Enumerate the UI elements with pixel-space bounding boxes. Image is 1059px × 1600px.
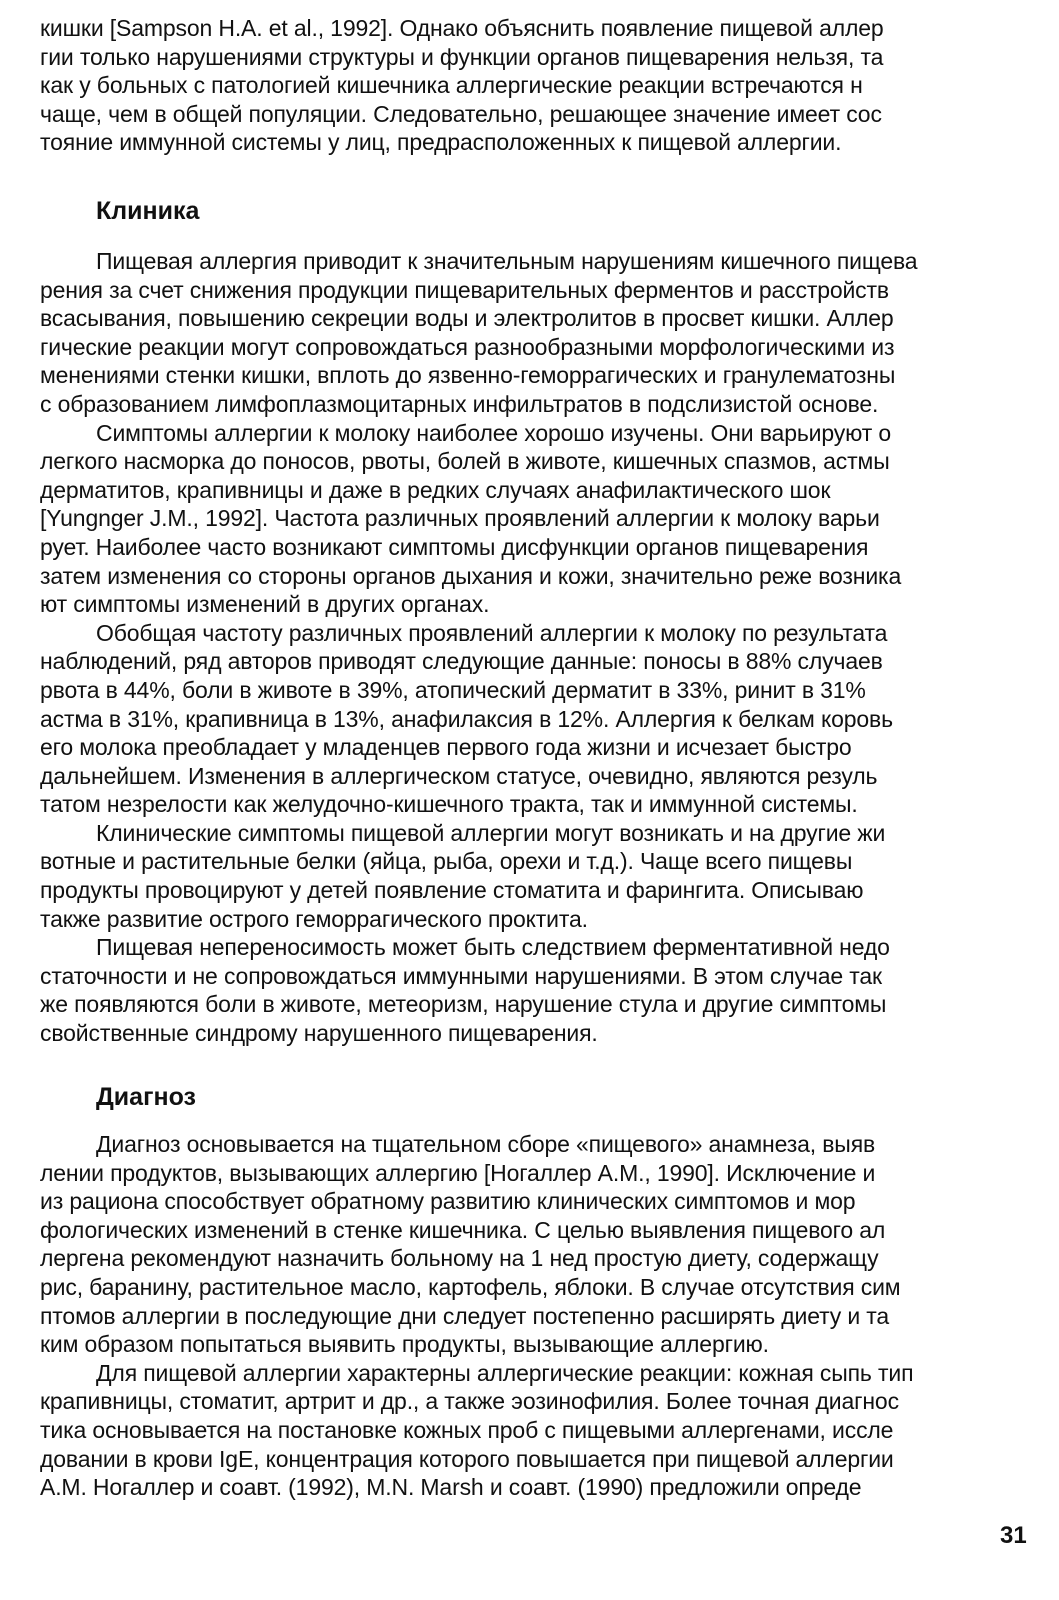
text-line: рует. Наиболее часто возникают симптомы дисфункции органов пищеварения [40, 533, 869, 560]
text-line: ким образом попытаться выявить продукты, вызывающие аллергию. [40, 1331, 769, 1358]
section-heading-diagnosis: Диагноз [96, 1083, 196, 1111]
text-line: наблюдений, ряд авторов приводят следующие данные: поносы в 88% случаев [40, 648, 883, 675]
text-line: тояние иммунной системы у лиц, предрасположенных к пищевой аллергии. [40, 129, 842, 156]
text-line: свойственные синдрому нарушенного пищеварения. [40, 1020, 598, 1047]
text-line: менениями стенки кишки, вплоть до язвенно-геморрагических и гранулематозны [40, 362, 896, 389]
text-line: вотные и растительные белки (яйца, рыба, орехи и т.д.). Чаще всего пищевы [40, 848, 853, 875]
text-line: рис, баранину, растительное масло, картофель, яблоки. В случае отсутствия сим [40, 1273, 901, 1300]
text-line: из рациона способствует обратному развитию клинических симптомов и мор [40, 1188, 856, 1215]
text-line: довании в крови IgE, концентрация которого повышается при пищевой аллергии [40, 1445, 894, 1472]
text-line: птомов аллергии в последующие дни следует постепенно расширять диету и та [40, 1302, 890, 1329]
text-line: легкого насморка до поносов, рвоты, болей в животе, кишечных спазмов, астмы [40, 448, 890, 475]
text-line: фологических изменений в стенке кишечника. С целью выявления пищевого ал [40, 1216, 886, 1243]
text-line: статочности и не сопровождаться иммунными нарушениями. В этом случае так [40, 962, 882, 989]
text-line: тика основывается на постановке кожных проб с пищевыми аллергенами, иссле [40, 1416, 894, 1443]
text-line: его молока преобладает у младенцев первого года жизни и исчезает быстро [40, 734, 852, 761]
text-line: ют симптомы изменений в других органах. [40, 591, 490, 618]
text-line: Пищевая непереносимость может быть следствием ферментативной недо [96, 934, 890, 961]
text-line: Диагноз основывается на тщательном сборе «пищевого» анамнеза, выяв [96, 1131, 876, 1157]
text-line: также развитие острого геморрагического проктита. [40, 905, 588, 932]
text-line: лергена рекомендуют назначить больному на 1 нед простую диету, содержащу [40, 1245, 879, 1272]
text-line: Клинические симптомы пищевой аллергии могут возникать и на другие жи [96, 819, 886, 846]
text-line: дальнейшем. Изменения в аллергическом статусе, очевидно, являются резуль [40, 762, 878, 789]
text-line: А.М. Ногаллер и соавт. (1992), M.N. Marsh и соавт. (1990) предложили опреде [40, 1474, 862, 1501]
text-line: как у больных с патологией кишечника аллергические реакции встречаются н [40, 72, 863, 99]
text-line: рения за счет снижения продукции пищеварительных ферментов и расстройств [40, 276, 889, 303]
text-line: же появляются боли в животе, метеоризм, нарушение стула и другие симптомы [40, 991, 887, 1018]
text-line: продукты провоцируют у детей появление стоматита и фарингита. Описываю [40, 877, 864, 904]
text-line: татом незрелости как желудочно-кишечного тракта, так и иммунной системы. [40, 791, 858, 818]
text-line: рвота в 44%, боли в животе в 39%, атопический дерматит в 33%, ринит в 31% [40, 676, 866, 703]
intro-paragraph [40, 14, 1059, 157]
text-line: дерматитов, крапивницы и даже в редких случаях анафилактического шок [40, 476, 831, 503]
text-line: Обобщая частоту различных проявлений аллергии к молоку по результата [96, 619, 888, 646]
text-line: Симптомы аллергии к молоку наиболее хорошо изучены. Они варьируют о [96, 419, 891, 446]
text-line: лении продуктов, вызывающих аллергию [Ногаллер А.М., 1990]. Исключение и [40, 1159, 876, 1186]
text-line: Пищевая аллергия приводит к значительным нарушениям кишечного пищева [96, 248, 918, 274]
text-line: крапивницы, стоматит, артрит и др., а также эозинофилия. Более точная диагнос [40, 1388, 899, 1415]
text-line: чаще, чем в общей популяции. Следовательно, решающее значение имеет сос [40, 100, 882, 127]
text-line: гии только нарушениями структуры и функции органов пищеварения нельзя, та [40, 43, 884, 70]
text-line: всасывания, повышению секреции воды и электролитов в просвет кишки. Аллер [40, 305, 894, 332]
text-line: Для пищевой аллергии характерны аллергические реакции: кожная сыпь тип [96, 1359, 914, 1386]
diagnosis-section-text [40, 1130, 1059, 1502]
text-line: с образованием лимфоплазмоцитарных инфильтратов в подслизистой основе. [40, 390, 879, 417]
text-line: астма в 31%, крапивница в 13%, анафилаксия в 12%. Аллергия к белкам коровь [40, 705, 893, 732]
page-number: 31 [1000, 1522, 1027, 1549]
text-line: кишки [Sampson H.A. et al., 1992]. Однако объяснить появление пищевой аллер [40, 15, 884, 41]
clinic-section-text [40, 247, 1059, 1048]
section-heading-clinic: Клиника [96, 197, 200, 225]
text-line: затем изменения со стороны органов дыхания и кожи, значительно реже возника [40, 562, 902, 589]
text-line: [Yungnger J.M., 1992]. Частота различных проявлений аллергии к молоку варьи [40, 505, 880, 532]
text-line: гические реакции могут сопровождаться разнообразными морфологическими из [40, 333, 895, 360]
